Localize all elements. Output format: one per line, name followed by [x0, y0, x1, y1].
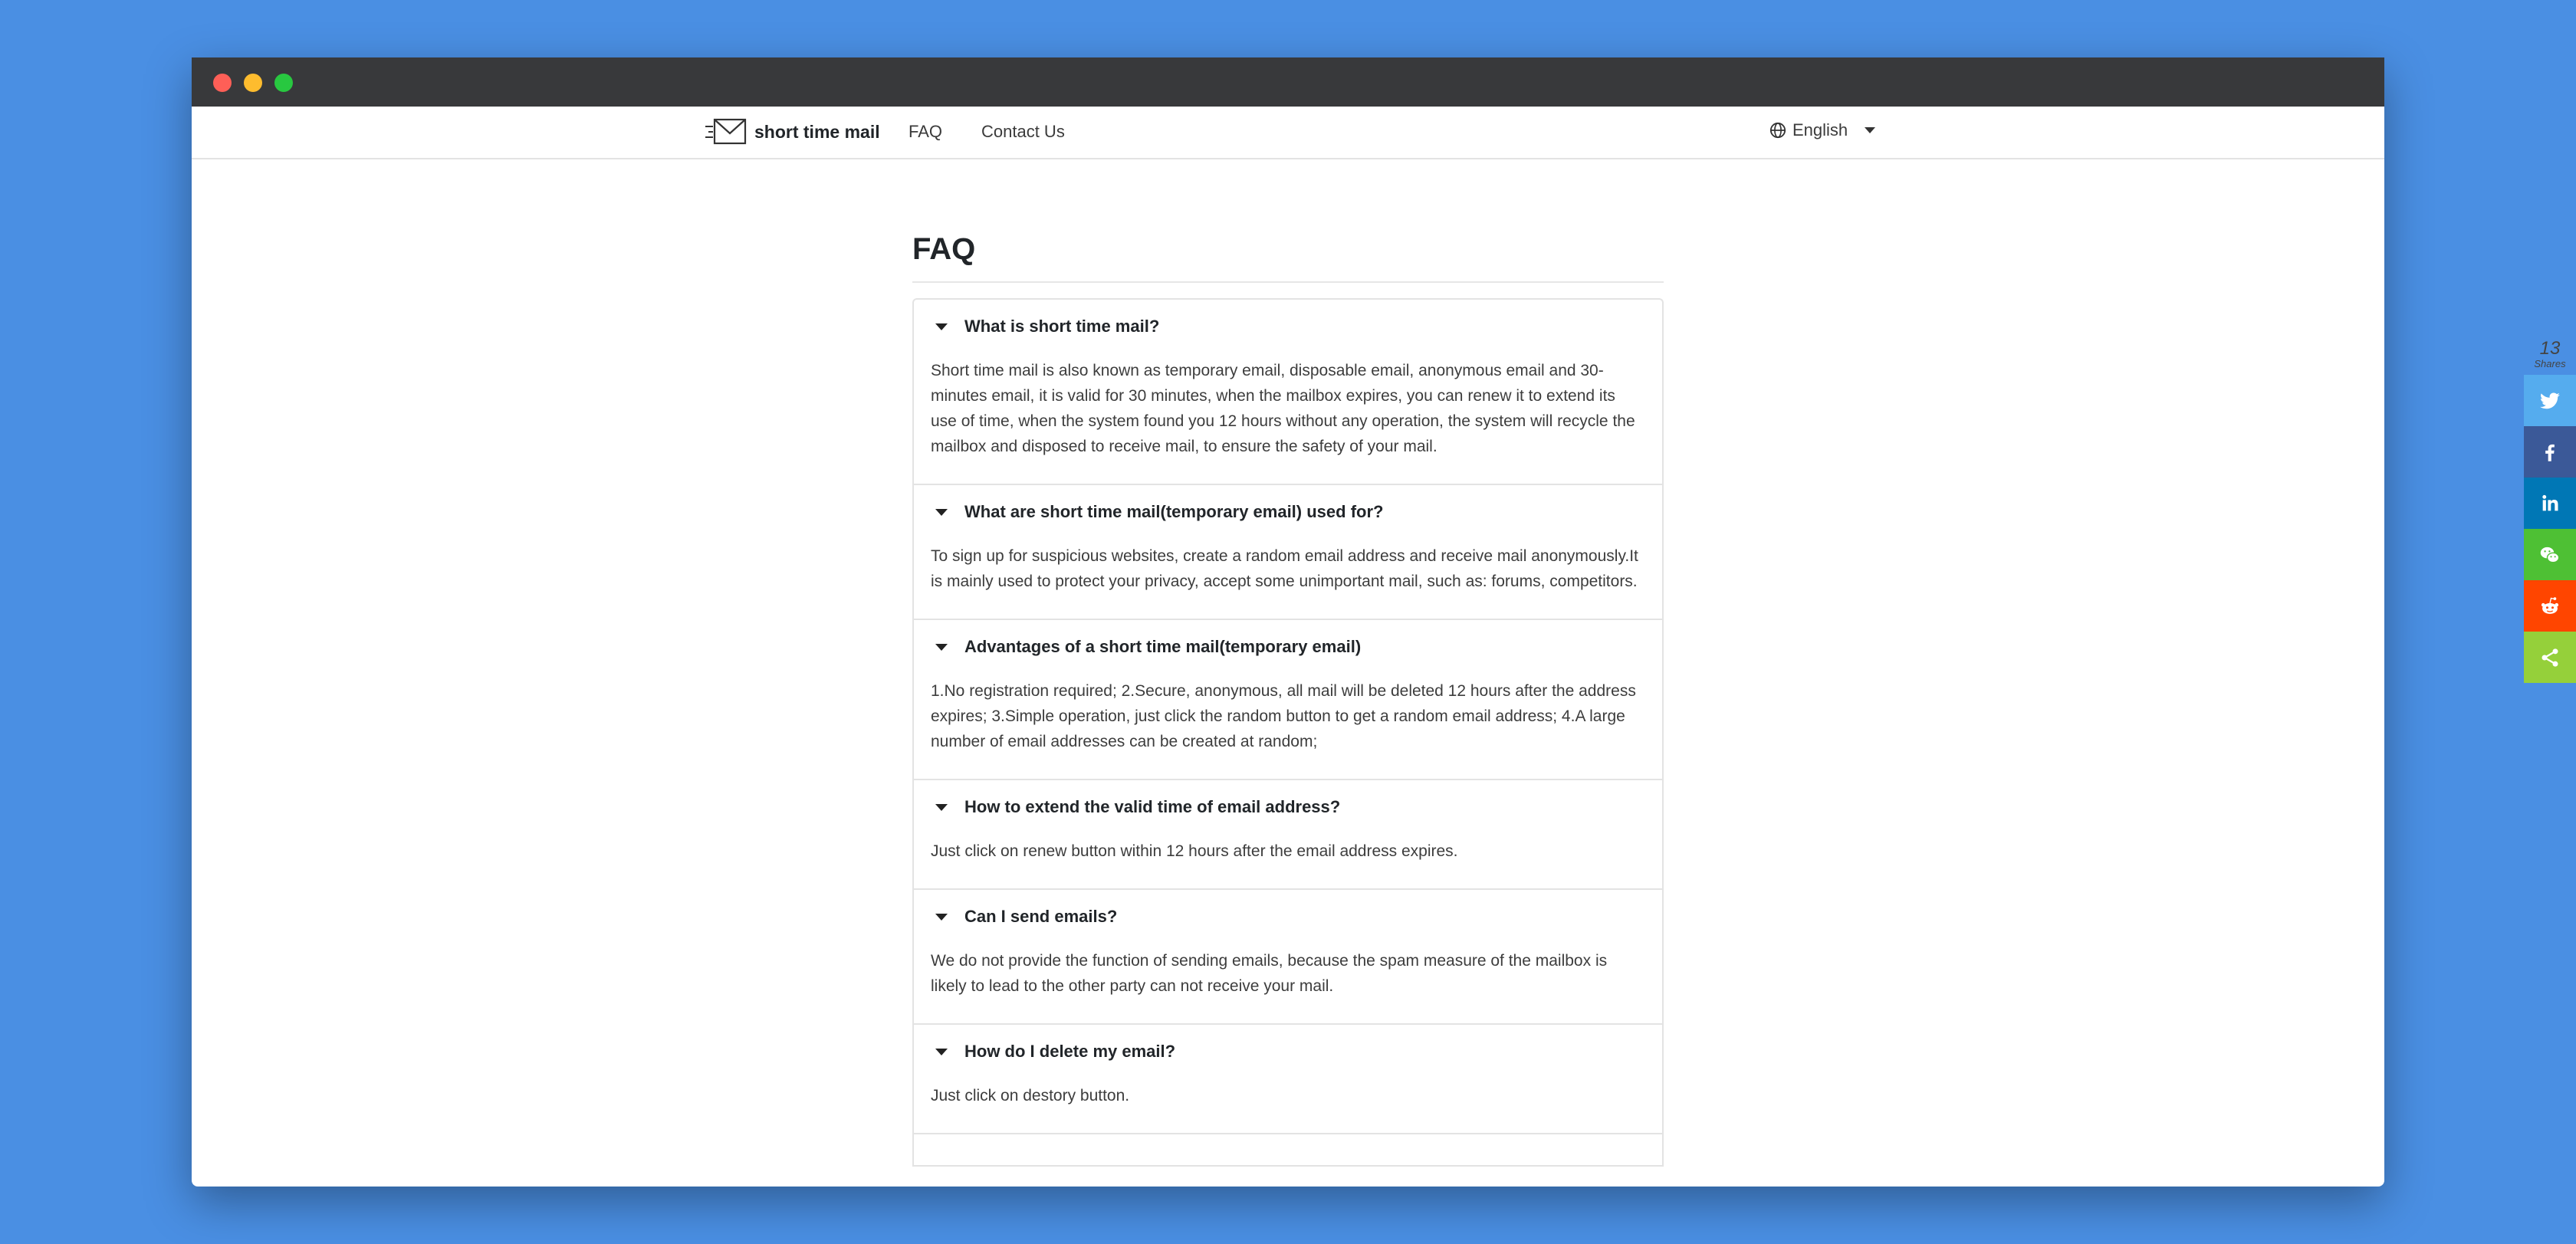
faq-question: How to extend the valid time of email address? [964, 797, 1341, 816]
faq-item [914, 300, 1662, 485]
title-divider [912, 281, 1664, 283]
faq-item [914, 780, 1662, 890]
language-label: English [1792, 120, 1848, 139]
more-share-button[interactable] [2524, 632, 2576, 683]
faq-question-toggle[interactable] [931, 497, 1645, 527]
faq-answer: Just click on destory button. [931, 1087, 1130, 1105]
faq-question: What is short time mail? [964, 317, 1160, 336]
page-title: FAQ [912, 232, 976, 266]
caret-down-icon [935, 914, 948, 921]
linkedin-share-button[interactable] [2524, 478, 2576, 529]
close-window-button[interactable] [213, 74, 232, 92]
faq-answer: To sign up for suspicious websites, create a random email address and receive mail anonymously.It is mainly used to protect your privacy, accept some unimportant mail, such as: forums, competitors. [931, 547, 1638, 590]
globe-icon [1769, 122, 1786, 139]
faq-question: What are short time mail(temporary email) used for? [964, 502, 1384, 521]
faq-question: Advantages of a short time mail(temporary email) [964, 637, 1362, 656]
wechat-share-button[interactable] [2524, 529, 2576, 580]
faq-question: Can I send emails? [964, 907, 1118, 926]
faq-list [912, 298, 1664, 1167]
caret-down-icon [935, 1049, 948, 1055]
brand-link[interactable] [704, 117, 880, 146]
share-count [2524, 340, 2576, 370]
reddit-icon [2539, 596, 2561, 617]
faq-question-toggle[interactable] [931, 1037, 1645, 1066]
faq-answer: Just click on renew button within 12 hours after the email address expires. [931, 842, 1458, 860]
main-content [912, 226, 1664, 1167]
share-count-number: 13 [2539, 338, 2561, 359]
caret-down-icon [935, 509, 948, 516]
brand-name: short time mail [754, 121, 880, 142]
language-selector[interactable] [1769, 120, 1875, 140]
twitter-share-button[interactable] [2524, 375, 2576, 426]
reddit-share-button[interactable] [2524, 580, 2576, 632]
faq-question-toggle[interactable] [931, 902, 1645, 931]
caret-down-icon [935, 804, 948, 811]
chevron-down-icon [1865, 127, 1875, 133]
faq-item [914, 890, 1662, 1025]
faq-question-toggle[interactable] [931, 312, 1645, 341]
faq-answer: Short time mail is also known as temporary email, disposable email, anonymous email and 30-minutes email, it is valid for 30 minutes, when the mailbox expires, you can renew it to extend its use of time, when the system found you 12 hours without any operation, the system will recycle the mailbox and disposed to receive mail, to ensure the safety of your mail. [931, 362, 1635, 455]
nav-link-contact-us[interactable]: Contact Us [981, 122, 1065, 141]
faq-item [914, 1134, 1662, 1167]
wechat-icon [2539, 544, 2561, 566]
maximize-window-button[interactable] [274, 74, 293, 92]
facebook-share-button[interactable] [2524, 426, 2576, 478]
share-sidebar [2524, 340, 2576, 683]
faq-answer: 1.No registration required; 2.Secure, anonymous, all mail will be deleted 12 hours after the address expires; 3.Simple operation, just click the random button to get a random email address; 4.A large number of email addresses can be created at random; [931, 682, 1636, 750]
faq-question-toggle[interactable] [931, 793, 1645, 822]
faq-item [914, 620, 1662, 780]
share-icon [2539, 647, 2561, 668]
caret-down-icon [935, 323, 948, 330]
caret-down-icon [935, 644, 948, 651]
browser-window [192, 57, 2566, 1187]
faq-answer: We do not provide the function of sending emails, because the spam measure of the mailbox is likely to lead to the other party can not receive your mail. [931, 952, 1608, 995]
minimize-window-button[interactable] [244, 74, 262, 92]
twitter-icon [2539, 390, 2561, 412]
facebook-icon [2539, 441, 2561, 463]
window-titlebar [192, 57, 2384, 107]
navbar [192, 107, 2384, 159]
faq-item [914, 485, 1662, 620]
faq-question-toggle[interactable] [931, 632, 1645, 661]
envelope-logo-icon [704, 117, 747, 146]
linkedin-icon [2539, 493, 2561, 514]
nav-link-faq[interactable]: FAQ [909, 122, 943, 141]
share-count-label: Shares [2534, 358, 2566, 369]
faq-question: How do I delete my email? [964, 1042, 1176, 1061]
faq-item [914, 1025, 1662, 1134]
